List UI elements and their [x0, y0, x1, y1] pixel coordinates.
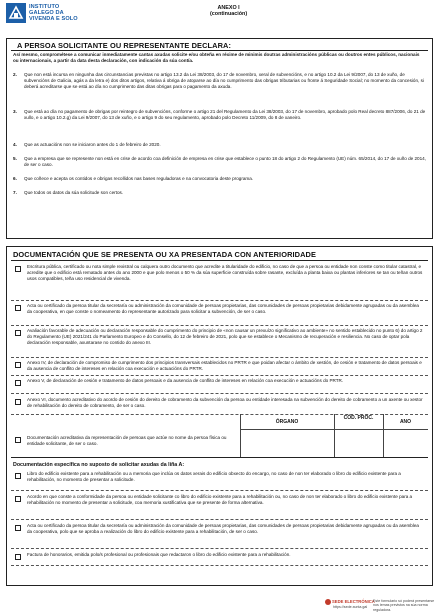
footer-note: Este formulario só poderá presentarse nos lemas previstos na súa norma reguladora. [373, 599, 435, 612]
item-number: 6. [13, 176, 17, 181]
declaration-item: Que todos os datos da súa solicitude son certos. [24, 190, 124, 195]
declaration-item: Que as actuacións non se iniciaron antes do 1 de febreiro de 2020. [24, 142, 161, 147]
checkbox[interactable] [15, 266, 21, 272]
dashed-divider [11, 357, 428, 358]
institution-name [29, 4, 78, 23]
declaration-item: Que a empresa que se represente non está en crise de acordo coa definición de empresa en crise que establece o punto 18 do artigo 2 do Regulamento (UE) núm. 65/2014, do 17 de xuño de 2014, de ser o caso. [24, 156, 426, 168]
dashed-divider [11, 490, 428, 491]
document-option: Libro do edificio existente para a rehabilitación ou a memoria que inclúa os datos xerais do edificio obxecto do encargo, no caso de non ter elaborado o libro do edificio existente para a rehabilitación, no momento de presentar a solicitude. [27, 471, 401, 483]
checkbox[interactable] [15, 380, 21, 386]
dashed-divider [11, 519, 428, 520]
divider [11, 50, 428, 51]
sede-label: SEDE ELECTRÓNICA [332, 599, 375, 605]
dashed-divider [11, 565, 428, 566]
item-number: 5. [13, 156, 17, 161]
checkbox[interactable] [15, 437, 21, 443]
annex-title: ANEXO I [217, 5, 240, 11]
checkbox[interactable] [15, 496, 21, 502]
dashed-divider [11, 375, 428, 376]
footer [325, 599, 437, 611]
document-option: Anexo VI, documento acreditativo do acordo de cesión do dereito de cobramento da subvención da persoa ou entidade interesada na subvención do dereito de cobramento a un axente ou xestor de rehabilitación do dereito de cobramento, de ser o caso. [27, 397, 423, 409]
item-number: 4. [13, 142, 17, 147]
checkbox[interactable] [15, 473, 21, 479]
column-header-year: ANO [399, 419, 412, 425]
annex-subtitle: (continuación) [210, 11, 248, 18]
item-number: 3. [13, 109, 17, 114]
column-header-code: CÓD. PROC. [343, 415, 374, 421]
section-rule [11, 457, 428, 458]
item-number: 7. [13, 190, 17, 195]
header [6, 3, 433, 25]
checkbox[interactable] [15, 362, 21, 368]
column-header-organ: ÓRGANO [275, 419, 299, 425]
declaration-item: Que coñece e acepta os contidos e obrigas recollidos nas bases reguladoras e na convocatoria deste programa. [24, 176, 254, 181]
document-option: Factura de honorarios, emitida polo/s profesional ou profesionais que redactaron o libro do edificio existente para a rehabilitación. [27, 552, 291, 557]
declaration-title: A PERSOA SOLICITANTE OU REPRESENTANTE DECLARA: [17, 41, 232, 50]
sede-logo-icon [325, 599, 331, 605]
documentation-section [6, 246, 433, 586]
declaration-item: Que non está incursa en ningunha das circunstancias previstas no artigo 13.2 da Lei 38/2003, do 17 de novembro, xeral de subvencións, e no artigo 10.2 da Lei 9/2007, do 13 de xuño, de subvencións de Galicia, agás a da letra e) dos ditos artigos, relativa á obriga de atoparse ao día no cumprimento das obrigas tributarias ou fronte á Seguridade Social; no momento da concesión, si deberá acreditarse que se está ao día no cumprimento das ditas obrigas para o pagamento da axuda. [24, 72, 424, 90]
declaration-intro: Así mesmo, comprométese a comunicar inmediatamente cantas axudas solicite e/ou obteña en réxime de minimis doutras administracións públicas ou doutros entes públicos, nacionais ou internacionais, a partir da data desta declaración, con indicación da súa contía. [13, 52, 420, 64]
logo-line: VIVENDA E SOLO [29, 16, 78, 23]
dashed-divider [11, 300, 428, 301]
sede-url[interactable]: https://sede.xunta.gal [333, 605, 368, 609]
document-option: Anexo V, de declaración de cesión e tratamento de datos persoais e da ausencia de conflito de intereses en relación coa execución e actuacións do PRTR. [27, 378, 344, 383]
checkbox[interactable] [15, 525, 21, 531]
checkbox[interactable] [15, 305, 21, 311]
checkbox[interactable] [15, 554, 21, 560]
annex-heading [210, 5, 247, 18]
document-option: Avaliación favorable de adecuación ou declaración responsable do cumprimento do principio de «non causar un prexuízo significativo ao ambiente» no sentido establecido no punto 6) do artigo 2 do Regulamento (UE) 2021/241 do Parlamento Europeo e do Consello, do 12 de febreiro de 2021, polo que se establece o Mecanismo de recuperación e resiliencia. No caso de optar pola declaración responsable, axuntarase no contido do anexo III. [27, 328, 423, 346]
document-option: Acordo en que conste a conformidade da persoa ou entidade solicitante co libro do edificio existente para a rehabilitación ou, no caso de non ter elaborado o libro do edificio existente para a rehabilitación no momento de presentar a solicitude, coa memoria xustificativa que se presente de forma alternativa. [27, 494, 413, 506]
dashed-divider [11, 548, 428, 549]
line-a-heading: Documentación específica no suposto de solicitar axudas da liña A: [13, 462, 185, 468]
checkbox[interactable] [15, 330, 21, 336]
dashed-divider [11, 325, 428, 326]
logo-line: INSTITUTO [29, 4, 60, 10]
document-option: Acta ou certificado da persoa titular da secretaría ou administración da comunidade de persoas propietarias, das comunidades de persoas propietarias debidamente agrupadas ou da asemblea da cooperativa, en que conste o nomeamento do representante autorizado para solicitar a subvención, de ser o caso. [27, 303, 419, 315]
document-option: Anexo IV, de declaración de compromiso de cumprimento dos principios transversais establecidos no PRTR e que poidan afectar o ámbito de xestión, de cesión e tratamento de datos persoais e da ausencia de conflito de intereses en relación coa execución e actuacións do PRTR. [27, 360, 422, 372]
logo-line: GALEGO DA [29, 10, 64, 17]
table-rule [240, 429, 428, 430]
document-option: Escritura pública, certificado ou nota simple rexistral ou calquera outro documento que acredite a titularidade do edificio, no caso de que a persoa ou entidade non conste como titular catastral, e acredite que o edificio está rematado antes do ano 2000 e que polo menos o 50 % da súa superficie construída sobre rasante, excluída a planta baixa ou plantas inferiores se tan ou teñan outros usos compatibles, teña uso residencial de vivenda. [27, 264, 423, 282]
checkbox[interactable] [15, 399, 21, 405]
documentation-title: DOCUMENTACIÓN QUE SE PRESENTA OU XA PRESENTADA CON ANTERIORIDADE [13, 250, 316, 259]
dashed-divider [11, 393, 428, 394]
document-option: Documentación acreditativa da representación de persoas que actúe no nome da persoa física ou entidade solicitante, de ser o caso. [27, 435, 227, 447]
xunta-logo-icon [6, 3, 26, 23]
item-number: 2. [13, 72, 17, 77]
document-option: Acta ou certificado da persoa titular da secretaría ou administración da comunidade de persoas propietarias, das comunidades de persoas propietarias debidamente agrupadas ou da asemblea da cooperativa, polo que se aproba a realización do libro do edificio existente para a rehabilitación, de ser o caso. [27, 523, 419, 535]
declaration-item: Que está ao día no pagamento de obrigas por reintegro de subvencións, conforme o artigo 21 del Regulamento da Lei 38/2003, do 17 de novembro, aprobado polo Real decreto 887/2006, do 21 de xullo, e o artigo 10.2.g) da Lei 9/2007, do 13 de xuño, e o artigo 9 do seu regulamento, aprobado polo Decreto 11/2009, do 8 de xaneiro. [24, 109, 426, 121]
declaration-section [6, 38, 433, 239]
divider [11, 260, 428, 261]
